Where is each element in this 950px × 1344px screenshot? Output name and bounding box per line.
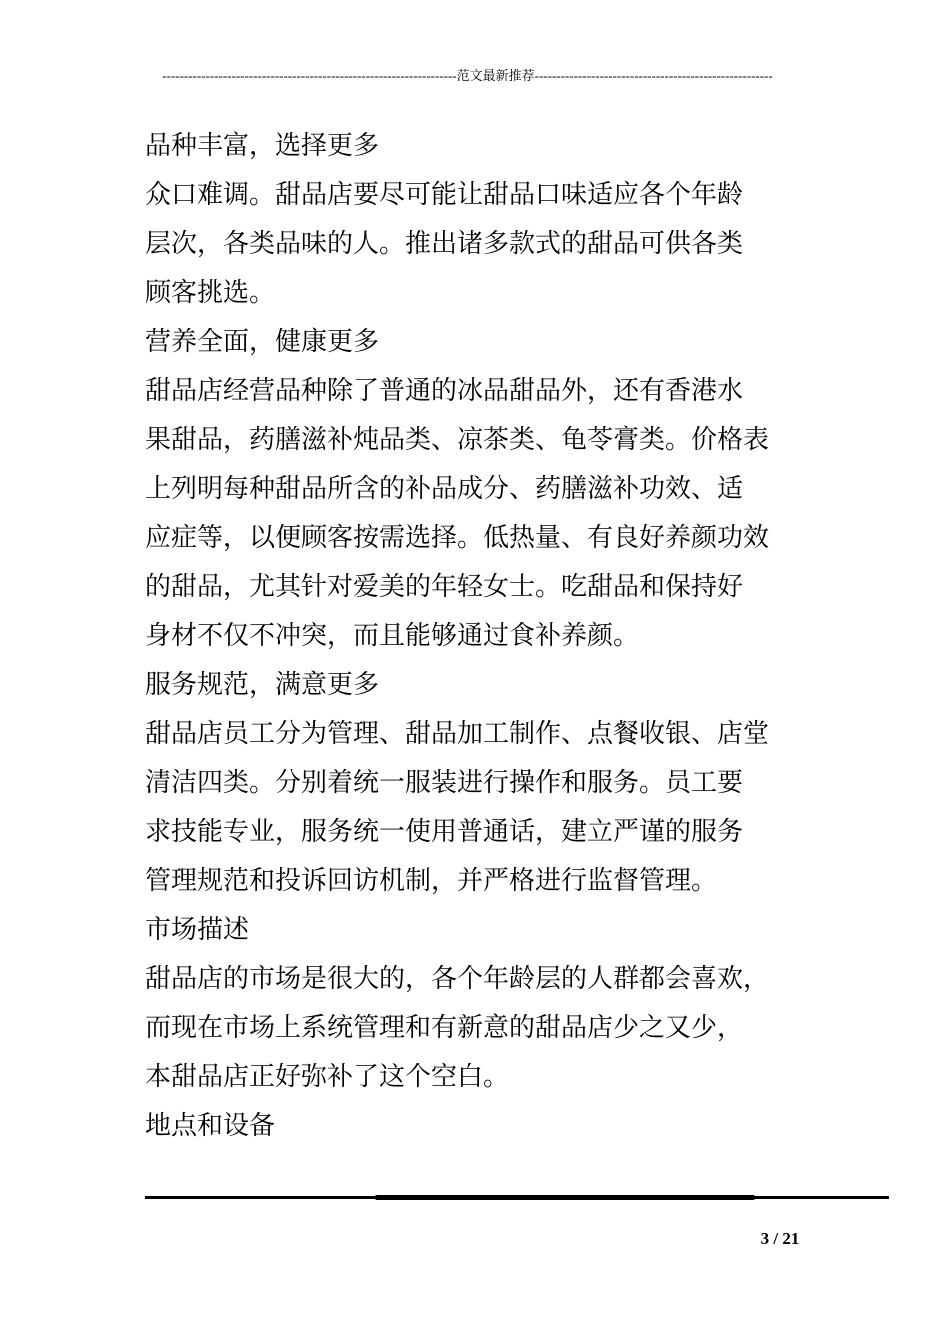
page-number: 3 / 21 (760, 1229, 800, 1248)
section-heading-variety: 品种丰富，选择更多 (145, 131, 380, 161)
page-header: --------------------------------------------------------------------范文最新推荐------------------------------------------------------- (162, 68, 773, 83)
paragraph-line: 果甜品，药膳滋补炖品类、凉茶类、龟苓膏类。价格表 (145, 425, 770, 455)
paragraph-line: 管理规范和投诉回访机制，并严格进行监督管理。 (145, 866, 718, 896)
paragraph-line: 而现在市场上系统管理和有新意的甜品店少之又少， (145, 1013, 744, 1043)
paragraph-line: 身材不仅不冲突，而且能够通过食补养颜。 (145, 621, 640, 651)
paragraph-line: 本甜品店正好弥补了这个空白。 (145, 1062, 510, 1092)
paragraph-line: 应症等，以便顾客按需选择。低热量、有良好养颜功效 (145, 523, 770, 553)
paragraph-line: 清洁四类。分别着统一服装进行操作和服务。员工要 (145, 768, 744, 798)
paragraph-line: 层次，各类品味的人。推出诸多款式的甜品可供各类 (145, 229, 744, 259)
section-heading-nutrition: 营养全面，健康更多 (145, 327, 380, 357)
paragraph-line: 甜品店的市场是很大的，各个年龄层的人群都会喜欢， (145, 964, 770, 994)
paragraph-line: 甜品店经营品种除了普通的冰品甜品外，还有香港水 (145, 376, 744, 406)
paragraph-line: 众口难调。甜品店要尽可能让甜品口味适应各个年龄 (145, 180, 744, 210)
footer-divider (145, 1196, 889, 1199)
document-body (145, 122, 845, 1151)
paragraph-line: 上列明每种甜品所含的补品成分、药膳滋补功效、适 (145, 474, 744, 504)
paragraph-line: 求技能专业，服务统一使用普通话，建立严谨的服务 (145, 817, 744, 847)
paragraph-line: 顾客挑选。 (145, 278, 276, 308)
section-heading-market: 市场描述 (145, 915, 250, 945)
section-heading-service: 服务规范，满意更多 (145, 670, 380, 700)
paragraph-line: 的甜品，尤其针对爱美的年轻女士。吃甜品和保持好 (145, 572, 744, 602)
paragraph-line: 甜品店员工分为管理、甜品加工制作、点餐收银、店堂 (145, 719, 770, 749)
section-heading-location: 地点和设备 (145, 1111, 276, 1141)
